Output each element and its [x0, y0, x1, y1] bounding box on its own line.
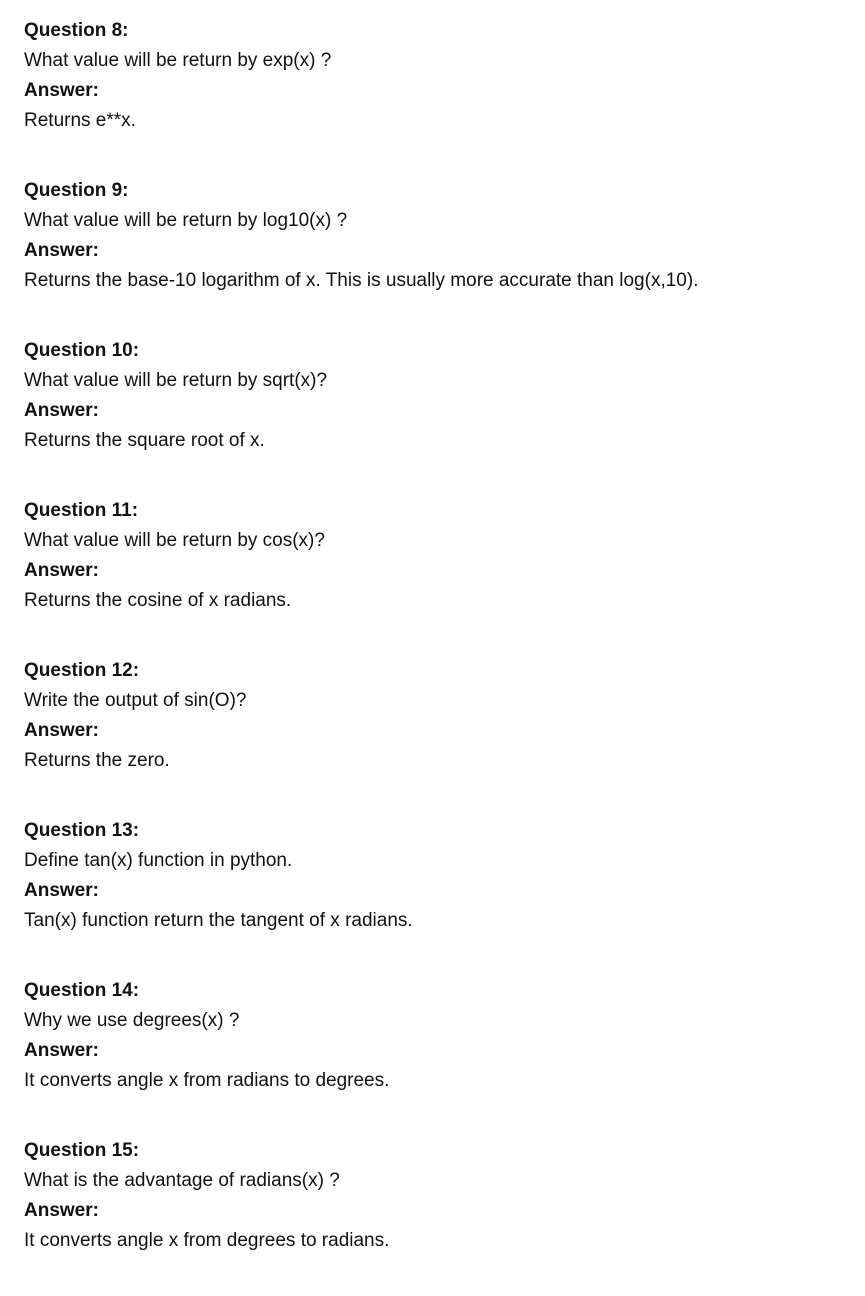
qa-block-10 — [24, 336, 854, 496]
question-text: Why we use degrees(x) ? — [24, 1010, 240, 1031]
question-heading: Question 8: — [24, 20, 129, 41]
answer-text: Tan(x) function return the tangent of x radians. — [24, 910, 413, 931]
answer-text: It converts angle x from radians to degrees. — [24, 1070, 390, 1091]
answer-label: Answer: — [24, 400, 99, 421]
qa-block-8 — [24, 16, 854, 176]
answer-text: Returns the zero. — [24, 750, 170, 771]
question-heading: Question 15: — [24, 1140, 140, 1161]
question-text: Write the output of sin(O)? — [24, 690, 247, 711]
question-text: What value will be return by exp(x) ? — [24, 50, 332, 71]
qa-block-14 — [24, 976, 854, 1136]
answer-label: Answer: — [24, 880, 99, 901]
qa-block-13 — [24, 816, 854, 976]
question-heading: Question 9: — [24, 180, 129, 201]
question-heading: Question 14: — [24, 980, 140, 1001]
answer-label: Answer: — [24, 80, 99, 101]
answer-text: Returns the base-10 logarithm of x. This is usually more accurate than log(x,10). — [24, 270, 699, 291]
answer-label: Answer: — [24, 1040, 99, 1061]
question-text: What is the advantage of radians(x) ? — [24, 1170, 340, 1191]
question-heading: Question 13: — [24, 820, 140, 841]
qa-block-11 — [24, 496, 854, 656]
answer-text: Returns e**x. — [24, 110, 136, 131]
question-text: What value will be return by log10(x) ? — [24, 210, 348, 231]
answer-label: Answer: — [24, 560, 99, 581]
qa-block-15 — [24, 1136, 854, 1296]
answer-text: Returns the square root of x. — [24, 430, 265, 451]
qa-block-12 — [24, 656, 854, 816]
qa-document — [24, 16, 854, 1296]
answer-label: Answer: — [24, 1200, 99, 1221]
question-heading: Question 10: — [24, 340, 140, 361]
question-heading: Question 11: — [24, 500, 139, 521]
question-text: Define tan(x) function in python. — [24, 850, 293, 871]
question-text: What value will be return by sqrt(x)? — [24, 370, 328, 391]
answer-label: Answer: — [24, 240, 99, 261]
question-heading: Question 12: — [24, 660, 140, 681]
question-text: What value will be return by cos(x)? — [24, 530, 325, 551]
answer-label: Answer: — [24, 720, 99, 741]
qa-block-9 — [24, 176, 854, 336]
answer-text: Returns the cosine of x radians. — [24, 590, 292, 611]
answer-text: It converts angle x from degrees to radians. — [24, 1230, 390, 1251]
